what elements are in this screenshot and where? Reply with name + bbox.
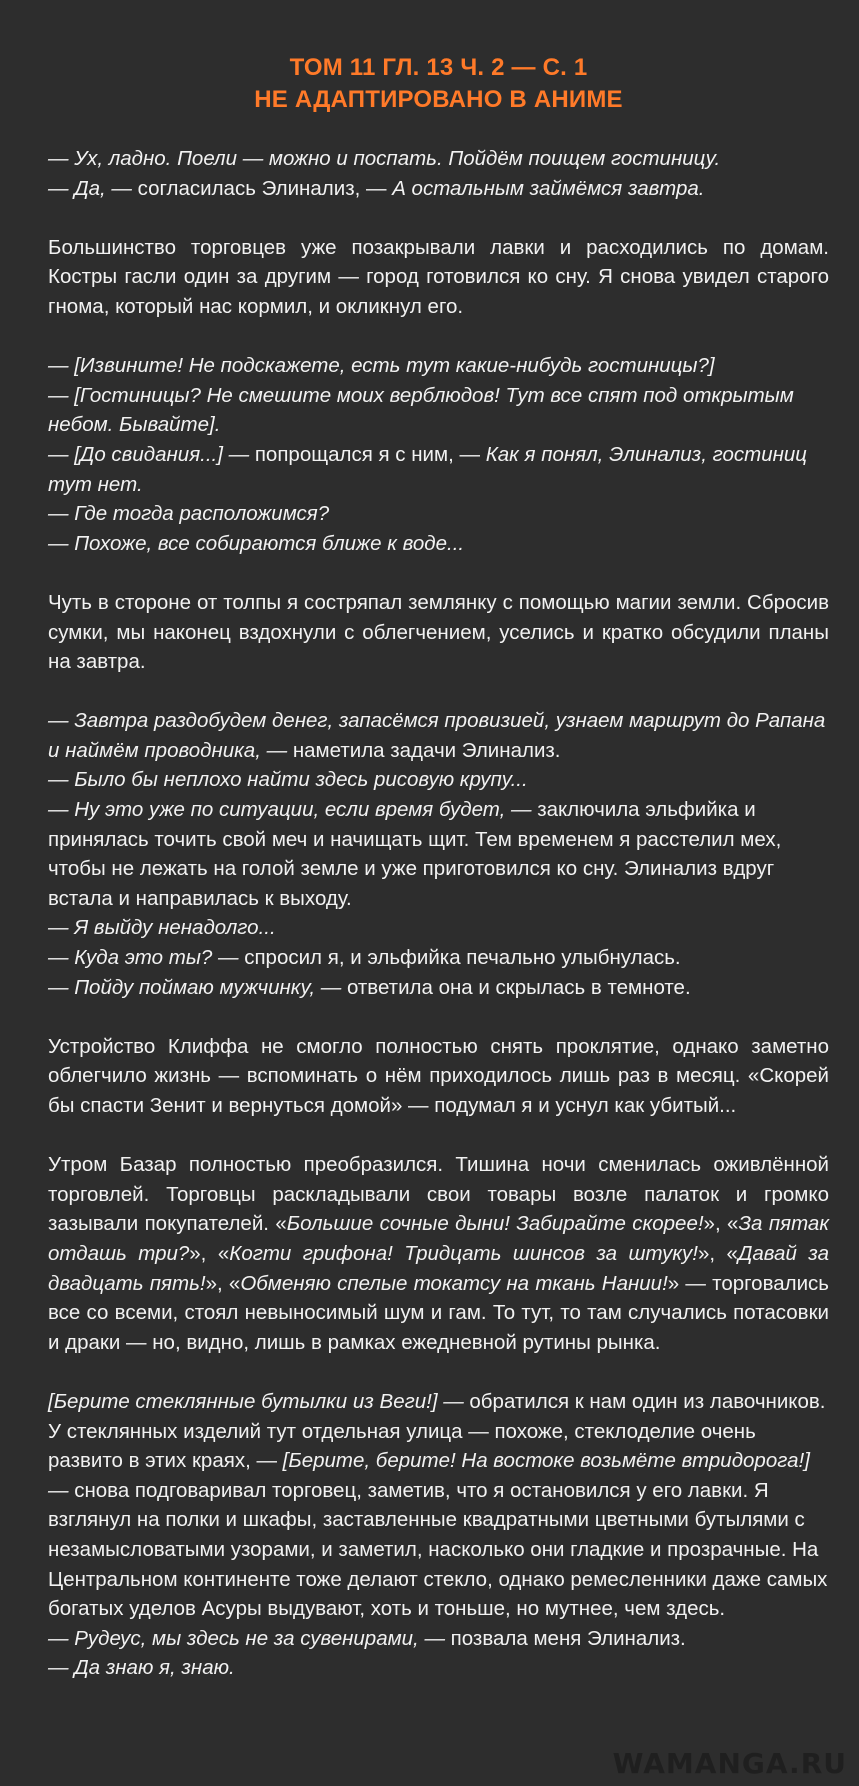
dialogue-segment: Как я понял, Элинализ, гостиниц тут нет.: [48, 442, 808, 496]
narration-segment: », «: [703, 1212, 739, 1236]
narration-segment: », «: [189, 1241, 230, 1265]
dialogue-segment: — Где тогда расположимся?: [48, 502, 330, 526]
text-line: [48, 144, 829, 174]
narration-segment: Утром Базар полностью преобразился. Тишина ночи сменилась оживлённой торговлей. Торговцы раскладывали свои товары возле палаток и громко зазывали покупателей. «: [48, 1153, 829, 1236]
dialogue-segment: Большие сочные дыни! Забирайте скорее!: [286, 1212, 704, 1236]
dialogue-segment: Давай за двадцать пять!: [48, 1241, 829, 1295]
text-line: [48, 381, 829, 440]
narration-segment: спросил я, и эльфийка печально улыбнулась.: [244, 946, 681, 970]
text-line: [48, 440, 829, 499]
dialogue-segment: — Рудеус, мы здесь не за сувенирами, —: [48, 1626, 451, 1650]
dialogue-segment: — [Извините! Не подскажете, есть тут какие-нибудь гостиницы?]: [48, 354, 715, 378]
text-line: [48, 765, 829, 795]
dialogue-segment: — Было бы неплохо найти здесь рисовую крупу...: [48, 768, 528, 792]
chapter-title: ТОМ 11 ГЛ. 13 Ч. 2 — С. 1: [289, 54, 588, 81]
narration-segment: » — торговались все со всеми, стоял невыносимый шум и гам. То тут, то там случались потасовки и драки — но, видно, лишь в рамках ежедневной рутины рынка.: [48, 1271, 829, 1354]
text-line: [48, 706, 829, 765]
site-watermark: WAMANGA.RU: [612, 1747, 847, 1780]
narration-segment: позвала меня Элинализ.: [450, 1626, 686, 1650]
narration-segment: », «: [205, 1271, 241, 1295]
narration-segment: наметила задачи Элинализ.: [292, 738, 561, 762]
text-line: [48, 174, 829, 204]
narration-segment: Чуть в стороне от толпы я состряпал землянку с помощью магии земли. Сбросив сумки, мы наконец вздохнули с облегчением, уселись и кратко обсудили планы на завтра.: [48, 590, 829, 674]
dialogue-segment: — [До свидания...] —: [48, 442, 255, 466]
paragraph: [48, 1032, 829, 1121]
paragraph: [48, 351, 829, 558]
paragraph: [48, 233, 829, 322]
text-line: [48, 1387, 829, 1624]
paragraph: [48, 1387, 829, 1683]
text-line: [48, 588, 829, 677]
chapter-header: [48, 52, 829, 116]
dialogue-segment: — Куда это ты? —: [48, 946, 245, 970]
narration-segment: обратился к нам один из лавочников. У стеклянных изделий тут отдельная улица — похоже, стеклоделие очень развито в этих краях, —: [48, 1389, 826, 1473]
dialogue-segment: — Пойду поймаю мужчинку, —: [48, 975, 347, 999]
text-line: [48, 233, 829, 322]
dialogue-segment: [Берите, берите! На востоке возьмёте втридорога!] —: [48, 1449, 810, 1502]
text-line: [48, 913, 829, 943]
dialogue-segment: — Да, —: [48, 176, 138, 200]
narration-segment: », «: [698, 1241, 738, 1265]
dialogue-segment: — Похоже, все собираются ближе к воде...: [48, 531, 465, 555]
text-line: [48, 795, 829, 913]
text-line: [48, 351, 829, 381]
chapter-subtitle: НЕ АДАПТИРОВАНО В АНИМЕ: [254, 86, 623, 113]
narration-segment: ответила она и скрылась в темноте.: [346, 975, 691, 999]
dialogue-segment: — Ух, ладно. Поели — можно и поспать. Пойдём поищем гостиницу.: [48, 147, 721, 170]
text-line: [48, 943, 829, 973]
dialogue-segment: Обменяю спелые токатсу на ткань Нании!: [240, 1271, 668, 1295]
paragraph: [48, 144, 829, 203]
text-line: [48, 529, 829, 559]
dialogue-segment: За пятак отдашь три?: [48, 1212, 829, 1265]
text-line: [48, 1624, 829, 1654]
paragraph: [48, 706, 829, 1002]
story-text: [48, 144, 829, 1683]
text-line: [48, 499, 829, 529]
dialogue-segment: — Я выйду ненадолго...: [48, 916, 276, 940]
text-line: [48, 1150, 829, 1357]
narration-segment: заключила эльфийка и принялась точить свой меч и начищать щит. Тем временем я расстелил мех, чтобы не лежать на голой земле и уже приготовился ко сну. Элинализ вдруг встала и направилась к выходу.: [48, 798, 782, 910]
text-line: [48, 973, 829, 1003]
narration-segment: согласилась Элинализ, —: [137, 176, 393, 200]
text-line: [48, 1032, 829, 1121]
dialogue-segment: Когти грифона! Тридцать шинсов за штуку!: [229, 1241, 699, 1265]
dialogue-segment: А остальным займёмся завтра.: [392, 176, 705, 200]
dialogue-segment: — Завтра раздобудем денег, запасёмся провизией, узнаем маршрут до Рапана и наймём проводника, —: [48, 709, 826, 762]
narration-segment: попрощался я с ним, —: [254, 442, 486, 466]
dialogue-segment: — Ну это уже по ситуации, если время будет, —: [48, 798, 538, 822]
paragraph: [48, 588, 829, 677]
narration-segment: Большинство торговцев уже позакрывали лавки и расходились по домам. Костры гасли один за другим — город готовился ко сну. Я снова увидел старого гнома, который нас кормил, и окликнул его.: [48, 235, 829, 318]
narration-segment: снова подговаривал торговец, заметив, что я остановился у его лавки. Я взглянул на полки и шкафы, заставленные квадратными цветными бутылями с незамысловатыми узорами, и заметил, насколько они гладкие и прозрачные. На Центральном континенте тоже делают стекло, однако ремесленники даже самых богатых уделов Асуры выдувают, хоть и тоньше, но мутнее, чем здесь.: [48, 1478, 828, 1621]
narration-segment: Устройство Клиффа не смогло полностью снять проклятие, однако заметно облегчило жизнь — вспоминать о нём приходилось лишь раз в месяц. «Скорей бы спасти Зенит и вернуться домой» — подумал я и уснул как убитый...: [48, 1034, 829, 1117]
dialogue-segment: [Берите стеклянные бутылки из Веги!] —: [48, 1389, 470, 1413]
dialogue-segment: — Да знаю я, знаю.: [48, 1656, 235, 1680]
paragraph: [48, 1150, 829, 1357]
dialogue-segment: — [Гостиницы? Не смешите моих верблюдов! Тут все спят под открытым небом. Бывайте].: [48, 383, 794, 437]
text-line: [48, 1653, 829, 1683]
